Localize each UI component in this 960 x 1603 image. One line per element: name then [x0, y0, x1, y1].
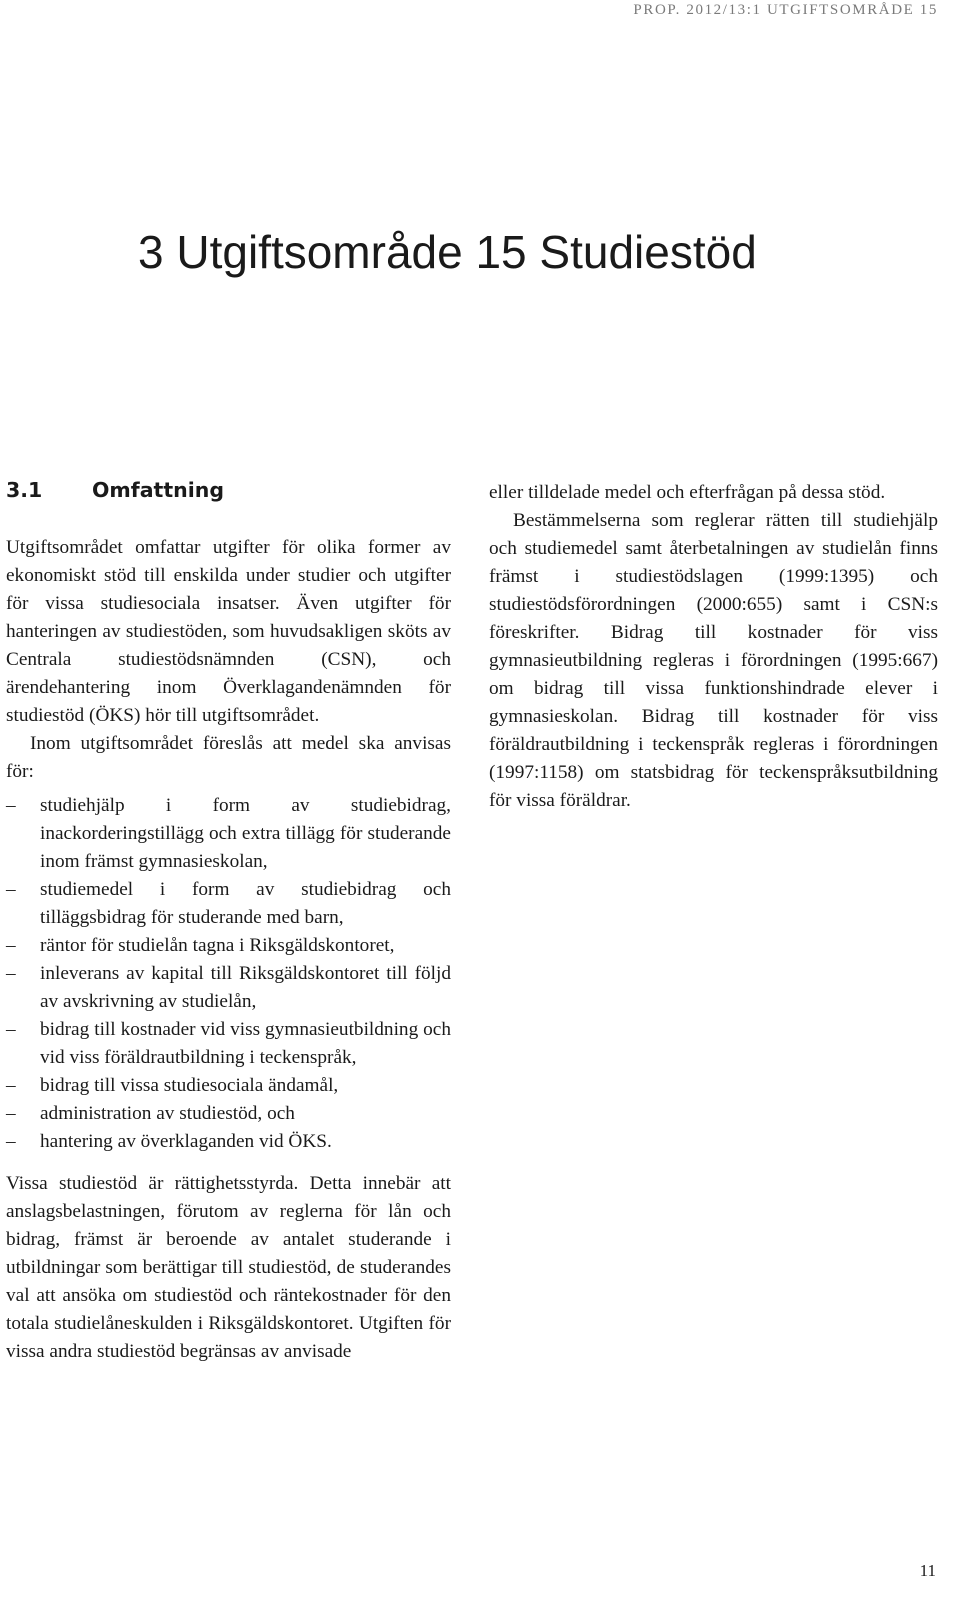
list-item — [6, 960, 451, 1016]
dash-marker: – — [6, 879, 16, 900]
dash-marker: – — [6, 1019, 16, 1040]
section-title: Omfattning — [92, 478, 225, 502]
list-item — [6, 932, 451, 960]
list-item — [6, 792, 451, 876]
chapter-title: 3 Utgiftsområde 15 Studiestöd — [138, 226, 757, 278]
list-item-text: administration av studiestöd, och — [40, 1103, 295, 1124]
section-heading — [6, 478, 224, 502]
list-item — [6, 1128, 451, 1156]
list-item-text: studiemedel i form av studiebidrag och tilläggsbidrag för studerande med barn, — [40, 879, 451, 928]
dash-marker: – — [6, 1103, 16, 1124]
list-item-text: studiehjälp i form av studiebidrag, inackorderingstillägg och extra tillägg för studerande inom främst gymnasieskolan, — [40, 795, 451, 872]
dash-marker: – — [6, 935, 16, 956]
left-column — [6, 534, 451, 1366]
right-column — [489, 479, 938, 815]
continuation-paragraph: eller tilldelade medel och efterfrågan på dessa stöd. — [489, 482, 886, 503]
list-item-text: räntor för studielån tagna i Riksgäldskontoret, — [40, 935, 395, 956]
list-item-text: bidrag till vissa studiesociala ändamål, — [40, 1075, 339, 1096]
running-header: PROP. 2012/13:1 UTGIFTSOMRÅDE 15 — [633, 2, 938, 18]
rights-paragraph: Vissa studiestöd är rättighetsstyrda. Detta innebär att anslagsbelastningen, förutom av reglerna för lån och bidrag, främst är beroende av antalet studerande i utbildningar som berättigar till studiestöd, de studerandes val att ansöka om studiestöd och räntekostnader för den totala studielåneskulden i Riksgäldskontoret. Utgiften för vissa andra studiestöd begränsas av anvisade — [6, 1173, 451, 1362]
list-item — [6, 1100, 451, 1128]
dash-marker: – — [6, 963, 16, 984]
list-item — [6, 1016, 451, 1072]
regulations-paragraph: Bestämmelserna som reglerar rätten till studiehjälp och studiemedel samt återbetalningen av studielån finns främst i studiestödslagen (1999:1395) och studiestödsförordningen (2000:655) samt i CSN:s föreskrifter. Bidrag till kostnader för viss gymnasieutbildning regleras i förordningen (1995:667) om bidrag till vissa funktionshindrade elever i gymnasieskolan. Bidrag till kostnader för viss föräldrautbildning i teckenspråk regleras i förordningen (1997:1158) om statsbidrag för teckenspråksutbildning för vissa föräldrar. — [489, 510, 938, 811]
dash-marker: – — [6, 1131, 16, 1152]
section-number: 3.1 — [6, 478, 43, 502]
page-number: 11 — [919, 1561, 936, 1580]
list-item-text: bidrag till kostnader vid viss gymnasieutbildning och vid viss föräldrautbildning i teckenspråk, — [40, 1019, 451, 1068]
list-item-text: hantering av överklaganden vid ÖKS. — [40, 1131, 332, 1152]
list-item-text: inleverans av kapital till Riksgäldskontoret till följd av avskrivning av studielån, — [40, 963, 451, 1012]
list-item — [6, 1072, 451, 1100]
appropriation-intro: Inom utgiftsområdet föreslås att medel ska anvisas för: — [6, 733, 451, 782]
dash-marker: – — [6, 795, 16, 816]
dash-marker: – — [6, 1075, 16, 1096]
appropriation-list — [6, 792, 451, 1156]
list-item — [6, 876, 451, 932]
intro-paragraph: Utgiftsområdet omfattar utgifter för olika former av ekonomiskt stöd till enskilda under studier och utgifter för vissa studiesociala insatser. Även utgifter för hanteringen av studiestöden, som huvudsakligen sköts av Centrala studiestödsnämnden (CSN), och ärendehantering inom Överklagandenämnden för studiestöd (ÖKS) hör till utgiftsområdet. — [6, 537, 451, 726]
